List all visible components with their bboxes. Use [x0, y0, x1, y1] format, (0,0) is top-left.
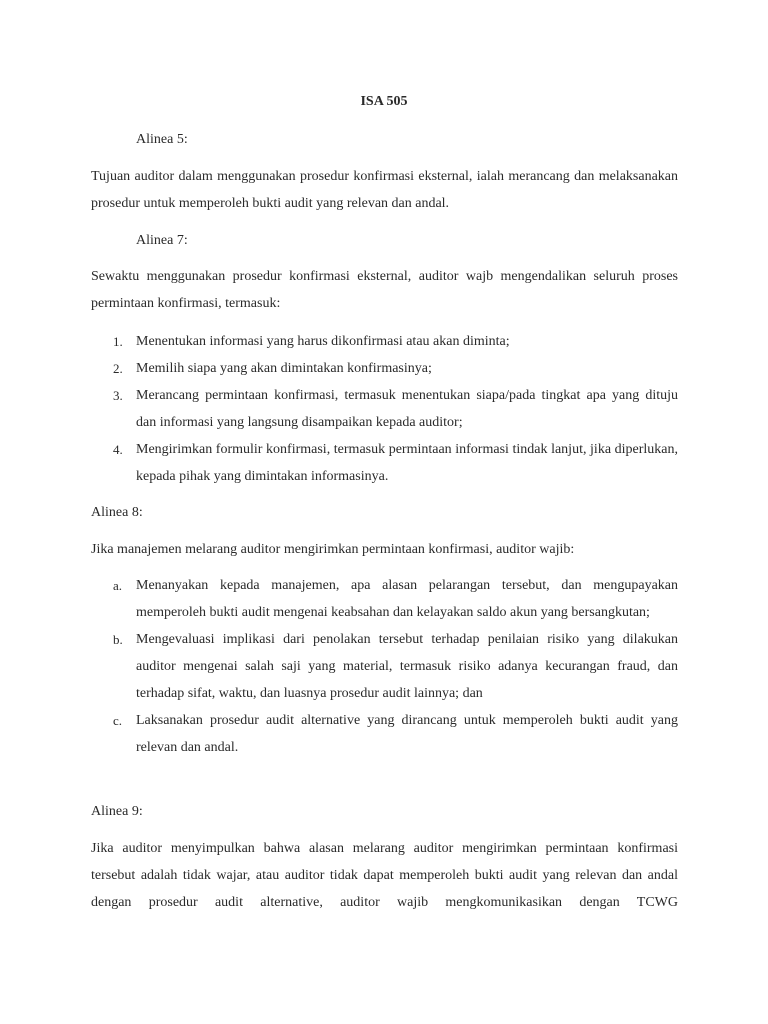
alinea-9-text: Jika auditor menyimpulkan bahwa alasan melarang auditor mengirimkan permintaan konfirmasi tersebut adalah tidak wajar, atau auditor tidak dapat memperoleh bukti audit yang relevan dan andal dengan prosedur audit alternative, auditor wajib mengkomunikasikan dengan TCWG [91, 841, 678, 910]
list-item-text: Mengirimkan formulir konfirmasi, termasuk permintaan informasi tindak lanjut, jika diperlukan, kepada pihak yang dimintakan informasinya. [136, 442, 678, 484]
alinea-9-label: Alinea 9: [91, 804, 143, 819]
alinea-5-text: Tujuan auditor dalam menggunakan prosedur konfirmasi eksternal, ialah merancang dan melaksanakan prosedur untuk memperoleh bukti audit yang relevan dan andal. [91, 169, 678, 211]
list-marker: c. [113, 713, 123, 728]
list-item-text: Merancang permintaan konfirmasi, termasuk menentukan siapa/pada tingkat apa yang dituju dan informasi yang langsung disampaikan kepada auditor; [136, 388, 678, 430]
list-marker: b. [113, 632, 123, 647]
alinea-8-label: Alinea 8: [91, 505, 143, 520]
list-marker: 1. [113, 334, 123, 349]
list-marker: 2. [113, 361, 123, 376]
alinea-5-label: Alinea 5: [136, 132, 188, 147]
alinea-7-text: Sewaktu menggunakan prosedur konfirmasi eksternal, auditor wajb mengendalikan seluruh proses permintaan konfirmasi, termasuk: [91, 269, 678, 311]
list-item [91, 328, 678, 355]
alinea-8-list [91, 572, 678, 761]
list-item [91, 436, 678, 490]
list-item [91, 382, 678, 436]
list-marker: 3. [113, 388, 123, 403]
list-item-text: Mengevaluasi implikasi dari penolakan tersebut terhadap penilaian risiko yang dilakukan auditor mengenai salah saji yang material, termasuk risiko adanya kecurangan fraud, dan terhadap sifat, waktu, dan luasnya prosedur audit lainnya; dan [136, 632, 678, 701]
list-item [91, 355, 678, 382]
list-item [91, 707, 678, 761]
list-item-text: Menanyakan kepada manajemen, apa alasan pelarangan tersebut, dan mengupayakan memperoleh bukti audit mengenai keabsahan dan kelayakan saldo akun yang bersangkutan; [136, 578, 678, 620]
alinea-8-text: Jika manajemen melarang auditor mengirimkan permintaan konfirmasi, auditor wajib: [91, 542, 575, 557]
list-item-text: Menentukan informasi yang harus dikonfirmasi atau akan diminta; [136, 334, 510, 349]
list-marker: a. [113, 578, 123, 593]
alinea-7-list [91, 328, 678, 490]
document-title: ISA 505 [360, 94, 408, 109]
list-item-text: Laksanakan prosedur audit alternative yang dirancang untuk memperoleh bukti audit yang relevan dan andal. [136, 713, 678, 755]
list-item [91, 572, 678, 626]
list-item [91, 626, 678, 707]
alinea-7-label: Alinea 7: [136, 233, 188, 248]
list-item-text: Memilih siapa yang akan dimintakan konfirmasinya; [136, 361, 432, 376]
list-marker: 4. [113, 442, 123, 457]
